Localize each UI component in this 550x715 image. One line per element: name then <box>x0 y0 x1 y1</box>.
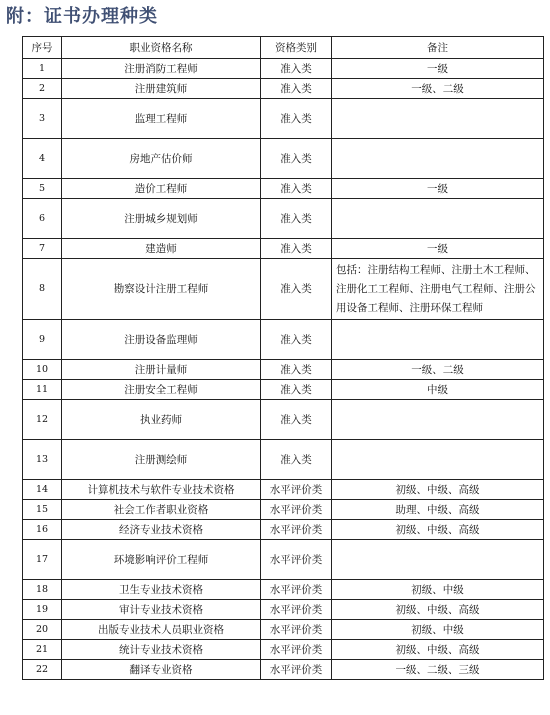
note-cell: 初级、中级、高级 <box>332 600 544 620</box>
row-number-cell: 20 <box>23 620 62 640</box>
note-cell <box>332 540 544 580</box>
table-row <box>23 480 544 500</box>
row-number-cell: 2 <box>23 79 62 99</box>
note-cell <box>332 199 544 239</box>
category-cell: 准入类 <box>261 380 332 400</box>
row-number-cell: 18 <box>23 580 62 600</box>
qualification-name-cell: 注册消防工程师 <box>62 59 261 79</box>
category-cell: 水平评价类 <box>261 540 332 580</box>
category-cell: 准入类 <box>261 259 332 320</box>
category-cell: 水平评价类 <box>261 520 332 540</box>
category-cell: 准入类 <box>261 239 332 259</box>
qualification-name-cell: 注册设备监理师 <box>62 320 261 360</box>
table-row <box>23 360 544 380</box>
category-cell: 准入类 <box>261 400 332 440</box>
note-cell: 助理、中级、高级 <box>332 500 544 520</box>
certificate-table <box>22 36 544 680</box>
qualification-name-cell: 注册测绘师 <box>62 440 261 480</box>
row-number-cell: 13 <box>23 440 62 480</box>
qualification-name-cell: 计算机技术与软件专业技术资格 <box>62 480 261 500</box>
row-number-cell: 1 <box>23 59 62 79</box>
qualification-name-cell: 社会工作者职业资格 <box>62 500 261 520</box>
qualification-name-cell: 建造师 <box>62 239 261 259</box>
row-number-cell: 21 <box>23 640 62 660</box>
qualification-name-cell: 翻译专业资格 <box>62 660 261 680</box>
category-cell: 准入类 <box>261 440 332 480</box>
qualification-name-cell: 注册城乡规划师 <box>62 199 261 239</box>
category-cell: 水平评价类 <box>261 640 332 660</box>
category-cell: 水平评价类 <box>261 480 332 500</box>
qualification-name-cell: 环境影响评价工程师 <box>62 540 261 580</box>
category-cell: 准入类 <box>261 360 332 380</box>
note-cell: 一级 <box>332 179 544 199</box>
row-number-cell: 6 <box>23 199 62 239</box>
qualification-name-cell: 卫生专业技术资格 <box>62 580 261 600</box>
row-number-cell: 17 <box>23 540 62 580</box>
note-cell: 一级 <box>332 59 544 79</box>
table-header-row <box>23 37 544 59</box>
qualification-name-cell: 房地产估价师 <box>62 139 261 179</box>
note-cell: 一级、二级 <box>332 360 544 380</box>
row-number-cell: 19 <box>23 600 62 620</box>
row-number-cell: 10 <box>23 360 62 380</box>
table-row <box>23 380 544 400</box>
qualification-name-cell: 勘察设计注册工程师 <box>62 259 261 320</box>
row-number-cell: 16 <box>23 520 62 540</box>
row-number-cell: 12 <box>23 400 62 440</box>
qualification-name-cell: 注册计量师 <box>62 360 261 380</box>
note-cell <box>332 99 544 139</box>
table-row <box>23 79 544 99</box>
qualification-name-cell: 造价工程师 <box>62 179 261 199</box>
note-cell: 一级、二级 <box>332 79 544 99</box>
table-row <box>23 540 544 580</box>
row-number-cell: 22 <box>23 660 62 680</box>
qualification-name-cell: 注册建筑师 <box>62 79 261 99</box>
table-row <box>23 139 544 179</box>
qualification-name-cell: 出版专业技术人员职业资格 <box>62 620 261 640</box>
row-number-cell: 14 <box>23 480 62 500</box>
category-cell: 水平评价类 <box>261 500 332 520</box>
category-cell: 准入类 <box>261 139 332 179</box>
row-number-cell: 3 <box>23 99 62 139</box>
note-cell: 中级 <box>332 380 544 400</box>
table-row <box>23 239 544 259</box>
qualification-name-cell: 注册安全工程师 <box>62 380 261 400</box>
table-row <box>23 259 544 320</box>
table-row <box>23 199 544 239</box>
note-cell <box>332 400 544 440</box>
category-cell: 准入类 <box>261 199 332 239</box>
qualification-name-cell: 经济专业技术资格 <box>62 520 261 540</box>
category-cell: 准入类 <box>261 320 332 360</box>
row-number-cell: 7 <box>23 239 62 259</box>
table-row <box>23 600 544 620</box>
row-number-cell: 4 <box>23 139 62 179</box>
header-no: 序号 <box>23 37 62 59</box>
note-cell: 初级、中级、高级 <box>332 480 544 500</box>
table-row <box>23 640 544 660</box>
qualification-name-cell: 统计专业技术资格 <box>62 640 261 660</box>
table-row <box>23 99 544 139</box>
note-cell: 包括：注册结构工程师、注册土木工程师、注册化工工程师、注册电气工程师、注册公用设备工程师、注册环保工程师 <box>332 259 544 320</box>
qualification-name-cell: 审计专业技术资格 <box>62 600 261 620</box>
note-cell <box>332 320 544 360</box>
note-cell <box>332 139 544 179</box>
header-note: 备注 <box>332 37 544 59</box>
category-cell: 水平评价类 <box>261 580 332 600</box>
note-cell: 初级、中级、高级 <box>332 640 544 660</box>
note-cell <box>332 440 544 480</box>
note-cell: 初级、中级 <box>332 580 544 600</box>
row-number-cell: 9 <box>23 320 62 360</box>
table-row <box>23 400 544 440</box>
qualification-name-cell: 监理工程师 <box>62 99 261 139</box>
row-number-cell: 8 <box>23 259 62 320</box>
note-cell: 初级、中级 <box>332 620 544 640</box>
category-cell: 水平评价类 <box>261 620 332 640</box>
table-row <box>23 620 544 640</box>
header-name: 职业资格名称 <box>62 37 261 59</box>
note-cell: 一级、二级、三级 <box>332 660 544 680</box>
category-cell: 准入类 <box>261 179 332 199</box>
category-cell: 水平评价类 <box>261 660 332 680</box>
qualification-name-cell: 执业药师 <box>62 400 261 440</box>
header-category: 资格类别 <box>261 37 332 59</box>
category-cell: 水平评价类 <box>261 600 332 620</box>
table-row <box>23 59 544 79</box>
row-number-cell: 5 <box>23 179 62 199</box>
table-row <box>23 440 544 480</box>
table-row <box>23 179 544 199</box>
table-row <box>23 520 544 540</box>
table-row <box>23 500 544 520</box>
category-cell: 准入类 <box>261 79 332 99</box>
page-title: 附：证书办理种类 <box>6 6 158 27</box>
table-row <box>23 660 544 680</box>
table-row <box>23 320 544 360</box>
row-number-cell: 15 <box>23 500 62 520</box>
category-cell: 准入类 <box>261 99 332 139</box>
row-number-cell: 11 <box>23 380 62 400</box>
note-cell: 初级、中级、高级 <box>332 520 544 540</box>
category-cell: 准入类 <box>261 59 332 79</box>
table-row <box>23 580 544 600</box>
note-cell: 一级 <box>332 239 544 259</box>
